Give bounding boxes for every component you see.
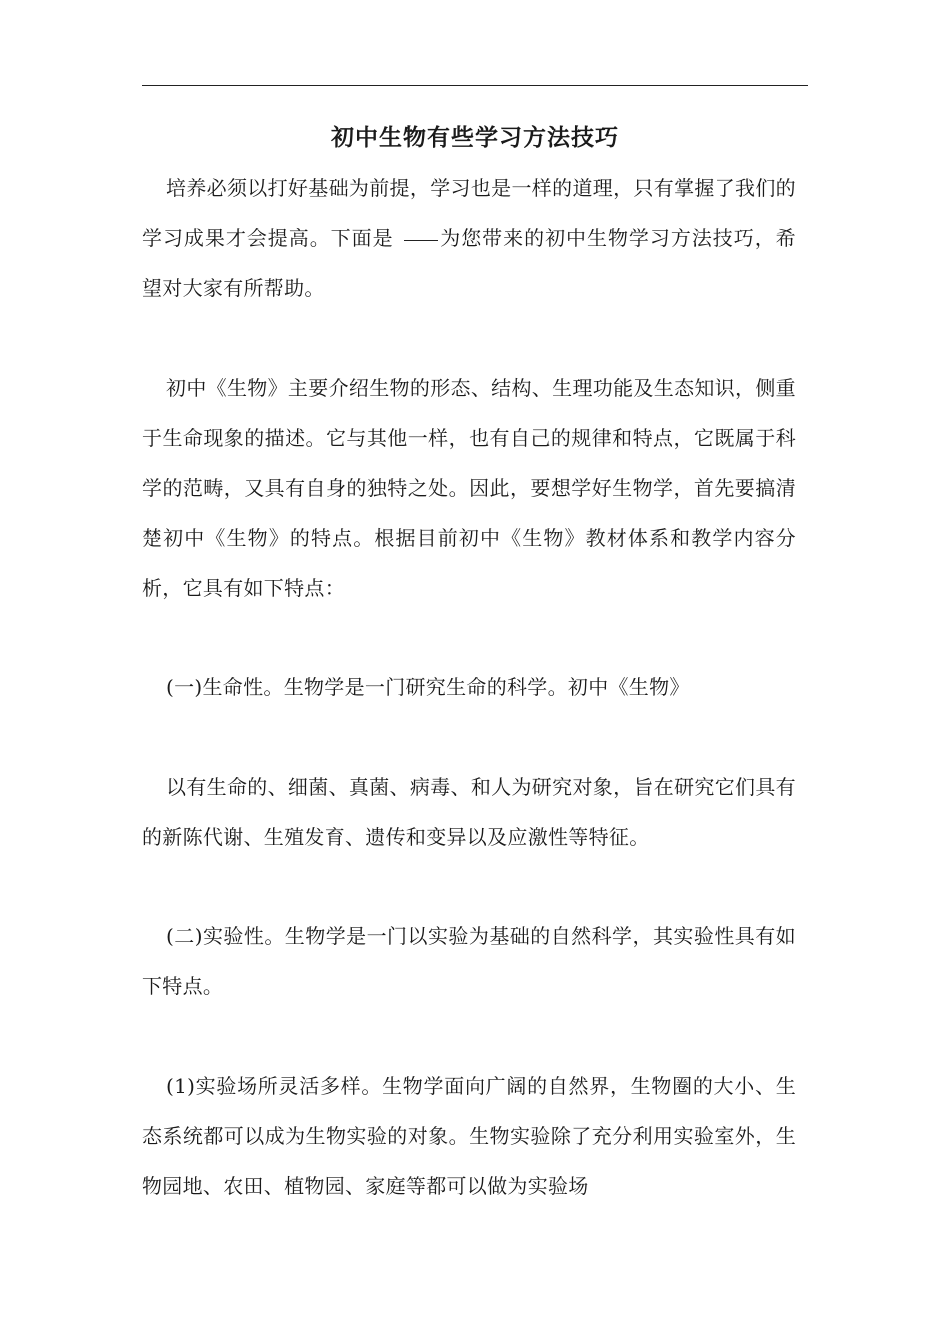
header-rule (142, 85, 808, 86)
document-title: 初中生物有些学习方法技巧 (331, 124, 619, 151)
body-paragraph: (1)实验场所灵活多样。生物学面向广阔的自然界，生物圈的大小、生态系统都可以成为生物实验的对象。生物实验除了充分利用实验室外，生物园地、农田、植物园、家庭等都可以做为实验场 (142, 1074, 796, 1198)
body-paragraph: (二)实验性。生物学是一门以实验为基础的自然科学，其实验性具有如下特点。 (142, 924, 796, 998)
intro-paragraph (142, 163, 796, 313)
body-paragraph: 初中《生物》主要介绍生物的形态、结构、生理功能及生态知识，侧重于生命现象的描述。它与其他一样，也有自己的规律和特点，它既属于科学的范畴，又具有自身的独特之处。因此，要想学好生物学，首先要搞清楚初中《生物》的特点。根据目前初中《生物》教材体系和教学内容分析，它具有如下特点： (142, 376, 796, 600)
name-blank (404, 239, 438, 241)
intro-text-after-blank: 为您带来的初中生物学习方法技巧，希望对大家有所帮助。 (142, 226, 796, 300)
body-paragraph: 以有生命的、细菌、真菌、病毒、和人为研究对象，旨在研究它们具有的新陈代谢、生殖发育、遗传和变异以及应激性等特征。 (142, 775, 796, 849)
intro-text-before-blank: 培养必须以打好基础为前提，学习也是一样的道理，只有掌握了我们的学习成果才会提高。下面是 (142, 176, 796, 250)
body-paragraph: (一)生命性。生物学是一门研究生命的科学。初中《生物》 (166, 675, 690, 699)
